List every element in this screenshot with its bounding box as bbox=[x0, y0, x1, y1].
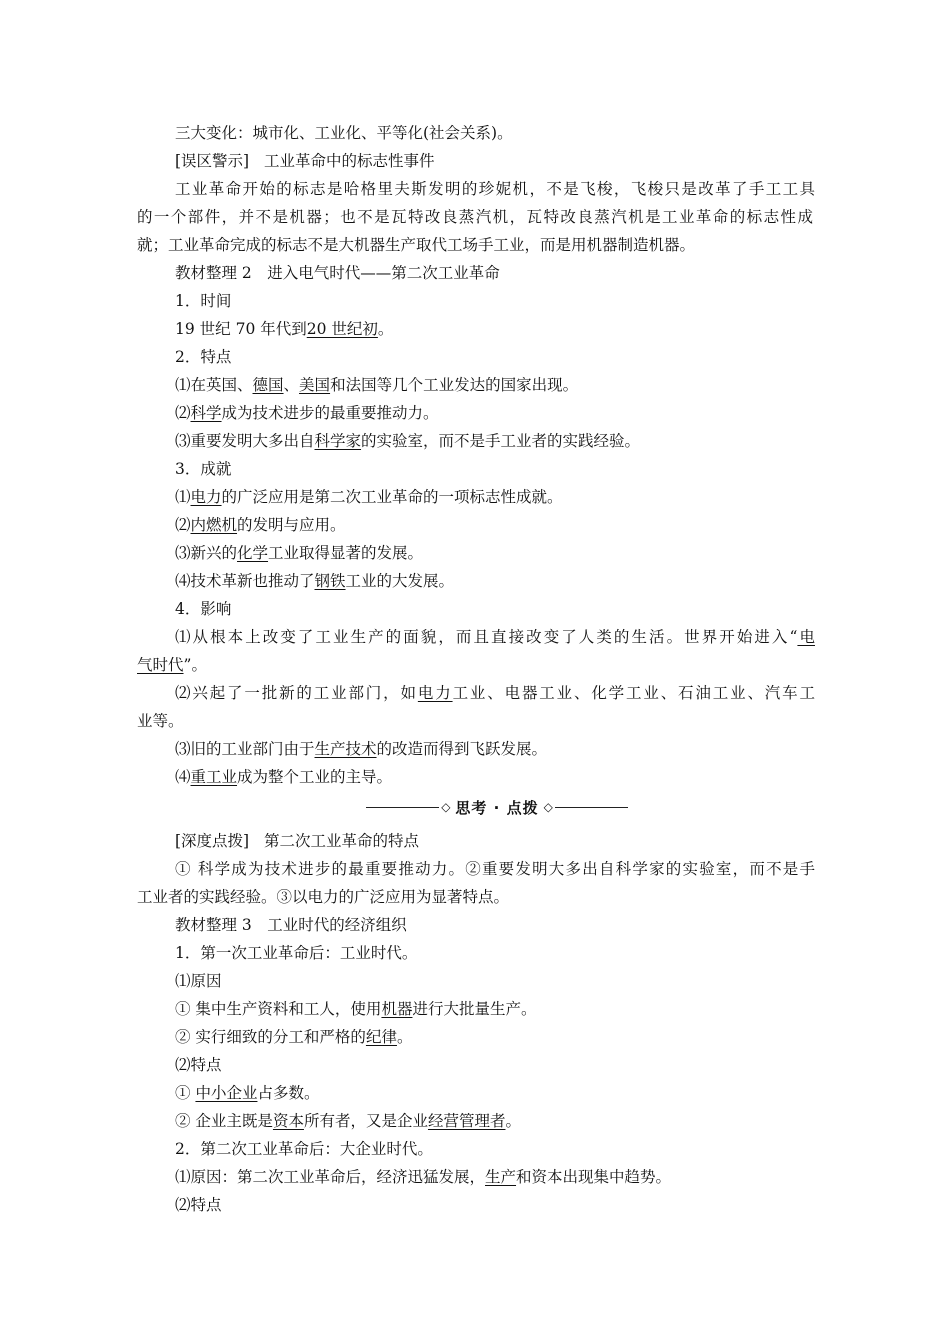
cause-2-rest: 。 bbox=[396, 1028, 413, 1046]
warning-paragraph-line-3 bbox=[137, 234, 813, 256]
achievement-4-text: ⑷技术革新也推动了 bbox=[175, 572, 315, 590]
warning-text-1: 工业革命开始的标志是哈格里夫斯发明的珍妮机，不是飞梭，飞梭只是改革了手工工具 bbox=[175, 180, 815, 198]
cause-1-rest: 进行大批量生产。 bbox=[412, 1000, 537, 1018]
achievement-item-3 bbox=[175, 542, 815, 564]
feature-label-3 bbox=[175, 1194, 815, 1216]
section-heading-3-text: 教材整理 3 工业时代的经济组织 bbox=[175, 916, 407, 934]
cause-label bbox=[175, 970, 815, 992]
achievement-2-rest: 的发明与应用。 bbox=[237, 516, 346, 534]
time-value bbox=[175, 318, 815, 340]
achievement-3-text: ⑶新兴的 bbox=[175, 544, 238, 562]
impact-item-2-line-1 bbox=[175, 682, 815, 704]
deep-guide-text-1: ① 科学成为技术进步的最重要推动力。②重要发明大多出自科学家的实验室，而不是手 bbox=[175, 860, 815, 878]
achievements-label-text: 3．成就 bbox=[175, 460, 232, 478]
achievement-item-2 bbox=[175, 514, 815, 536]
trait-2-mid: 所有者，又是企业 bbox=[303, 1112, 428, 1130]
divider-title: 思考 · 点拨 bbox=[455, 798, 539, 817]
achievement-2-answer: 内燃机 bbox=[190, 516, 238, 534]
impact-2-answer: 电力 bbox=[417, 684, 453, 702]
cause-2-text: ② 实行细致的分工和严格的 bbox=[175, 1028, 366, 1046]
diamond-icon-left: ◇ bbox=[441, 800, 451, 814]
achievement-1-num: ⑴ bbox=[175, 488, 191, 506]
feature-1-rest: 和法国等几个工业发达的国家出现。 bbox=[330, 376, 579, 394]
feature-2-answer: 科学 bbox=[190, 404, 222, 422]
cause-1-text: ① 集中生产资料和工人，使用 bbox=[175, 1000, 382, 1018]
impact-item-2-line-2 bbox=[137, 710, 813, 732]
impact-1-answer-part-2: 气时代 bbox=[137, 656, 184, 674]
feature-item-3 bbox=[175, 430, 815, 452]
feature-label-2 bbox=[175, 1054, 815, 1076]
trait-2-end: 。 bbox=[505, 1112, 521, 1130]
first-revolution-line bbox=[175, 942, 815, 964]
cause-1-answer: 机器 bbox=[381, 1000, 413, 1018]
reason-answer: 生产 bbox=[485, 1168, 517, 1186]
impact-item-1-line-1 bbox=[175, 626, 815, 648]
impact-3-text: ⑶旧的工业部门由于 bbox=[175, 740, 315, 758]
achievement-item-4 bbox=[175, 570, 815, 592]
time-answer: 20 世纪初 bbox=[306, 320, 378, 338]
trait-item-1 bbox=[175, 1082, 815, 1104]
impact-2-end: 业等。 bbox=[137, 712, 184, 730]
trait-2-text: ② 企业主既是 bbox=[175, 1112, 273, 1130]
impact-2-rest: 工业、电器工业、化学工业、石油工业、汽车工 bbox=[452, 684, 815, 702]
achievement-3-rest: 工业取得显著的发展。 bbox=[268, 544, 424, 562]
cause-item-1 bbox=[175, 998, 815, 1020]
feature-1-sep: 、 bbox=[283, 376, 300, 394]
second-revolution-text: 2．第二次工业革命后：大企业时代。 bbox=[175, 1140, 433, 1158]
trait-1-num: ① bbox=[175, 1084, 196, 1102]
impact-item-4 bbox=[175, 766, 815, 788]
warning-heading bbox=[175, 150, 815, 172]
trait-1-answer: 中小企业 bbox=[195, 1084, 258, 1102]
divider-line-right bbox=[555, 807, 628, 808]
trait-1-rest: 占多数。 bbox=[257, 1084, 320, 1102]
achievement-4-rest: 工业的大发展。 bbox=[345, 572, 455, 590]
impact-4-rest: 成为整个工业的主导。 bbox=[237, 768, 393, 786]
cause-item-2 bbox=[175, 1026, 815, 1048]
impact-item-1-line-2 bbox=[137, 654, 813, 676]
deep-guide-heading bbox=[175, 830, 815, 852]
warning-title: 工业革命中的标志性事件 bbox=[264, 152, 435, 170]
cause-label-text: ⑴原因 bbox=[175, 972, 222, 990]
achievement-3-answer: 化学 bbox=[237, 544, 269, 562]
feature-3-rest: 的实验室，而不是手工业者的实践经验。 bbox=[361, 432, 641, 450]
impact-label bbox=[175, 598, 815, 620]
impact-4-num: ⑷ bbox=[175, 768, 191, 786]
warning-paragraph-line-1 bbox=[175, 178, 815, 200]
impact-1-answer-part-1: 电 bbox=[797, 628, 815, 646]
impact-3-rest: 的改造而得到飞跃发展。 bbox=[376, 740, 548, 758]
section-heading-2 bbox=[175, 262, 815, 284]
three-changes-line bbox=[175, 122, 815, 144]
impact-item-3 bbox=[175, 738, 815, 760]
impact-3-answer: 生产技术 bbox=[314, 740, 377, 758]
cause-2-answer: 纪律 bbox=[365, 1028, 397, 1046]
feature-1-answer-usa: 美国 bbox=[299, 376, 331, 394]
section-heading-2-text: 教材整理 2 进入电气时代——第二次工业革命 bbox=[175, 264, 500, 282]
impact-label-text: 4．影响 bbox=[175, 600, 232, 618]
achievement-item-1 bbox=[175, 486, 815, 508]
time-label-text: 1．时间 bbox=[175, 292, 232, 310]
reason-line bbox=[175, 1166, 815, 1188]
feature-2-rest: 成为技术进步的最重要推动力。 bbox=[221, 404, 439, 422]
trait-2-answer-capital: 资本 bbox=[272, 1112, 304, 1130]
time-label bbox=[175, 290, 815, 312]
reason-text: ⑴原因：第二次工业革命后，经济迅猛发展， bbox=[175, 1168, 486, 1186]
divider-line-left bbox=[366, 807, 439, 808]
deep-guide-line-1 bbox=[175, 858, 815, 880]
achievements-label bbox=[175, 458, 815, 480]
feature-1-answer-germany: 德国 bbox=[252, 376, 284, 394]
deep-guide-tag: [深度点拨] bbox=[175, 832, 250, 850]
impact-4-answer: 重工业 bbox=[190, 768, 238, 786]
first-revolution-text: 1．第一次工业革命后：工业时代。 bbox=[175, 944, 418, 962]
achievement-1-answer: 电力 bbox=[190, 488, 222, 506]
impact-1-rest: ”。 bbox=[183, 656, 207, 674]
deep-guide-title: 第二次工业革命的特点 bbox=[264, 832, 420, 850]
feature-3-text: ⑶重要发明大多出自 bbox=[175, 432, 315, 450]
trait-2-answer-manager: 经营管理者 bbox=[427, 1112, 506, 1130]
trait-item-2 bbox=[175, 1110, 815, 1132]
feature-2-num: ⑵ bbox=[175, 404, 191, 422]
feature-item-1 bbox=[175, 374, 815, 396]
achievement-2-num: ⑵ bbox=[175, 516, 191, 534]
section-heading-3 bbox=[175, 914, 815, 936]
diamond-icon-right: ◇ bbox=[543, 800, 553, 814]
three-changes-text: 三大变化：城市化、工业化、平等化(社会关系)。 bbox=[175, 124, 513, 142]
second-revolution-line bbox=[175, 1138, 815, 1160]
feature-label-3-text: ⑵特点 bbox=[175, 1196, 222, 1214]
warning-tag: [误区警示] bbox=[175, 152, 250, 170]
features-label bbox=[175, 346, 815, 368]
deep-guide-text-2: 工业者的实践经验。③以电力的广泛应用为显著特点。 bbox=[137, 888, 510, 906]
deep-guide-line-2 bbox=[137, 886, 813, 908]
time-punct: 。 bbox=[377, 320, 394, 338]
reason-rest: 和资本出现集中趋势。 bbox=[516, 1168, 672, 1186]
feature-item-2 bbox=[175, 402, 815, 424]
time-text: 19 世纪 70 年代到 bbox=[175, 320, 307, 338]
feature-1-text: ⑴在英国、 bbox=[175, 376, 253, 394]
achievement-4-answer: 钢铁 bbox=[314, 572, 346, 590]
warning-text-2: 的一个部件，并不是机器；也不是瓦特改良蒸汽机，瓦特改良蒸汽机是工业革命的标志性成 bbox=[137, 208, 813, 226]
features-label-text: 2．特点 bbox=[175, 348, 232, 366]
feature-3-answer: 科学家 bbox=[314, 432, 362, 450]
impact-1-text: ⑴从根本上改变了工业生产的面貌，而且直接改变了人类的生活。世界开始进入“ bbox=[175, 628, 798, 646]
achievement-1-rest: 的广泛应用是第二次工业革命的一项标志性成就。 bbox=[221, 488, 563, 506]
impact-2-text: ⑵兴起了一批新的工业部门，如 bbox=[175, 684, 418, 702]
think-guide-divider bbox=[366, 796, 628, 818]
feature-label-2-text: ⑵特点 bbox=[175, 1056, 222, 1074]
warning-paragraph-line-2 bbox=[137, 206, 813, 228]
warning-text-3: 就；工业革命完成的标志不是大机器生产取代工场手工业，而是用机器制造机器。 bbox=[137, 236, 696, 254]
